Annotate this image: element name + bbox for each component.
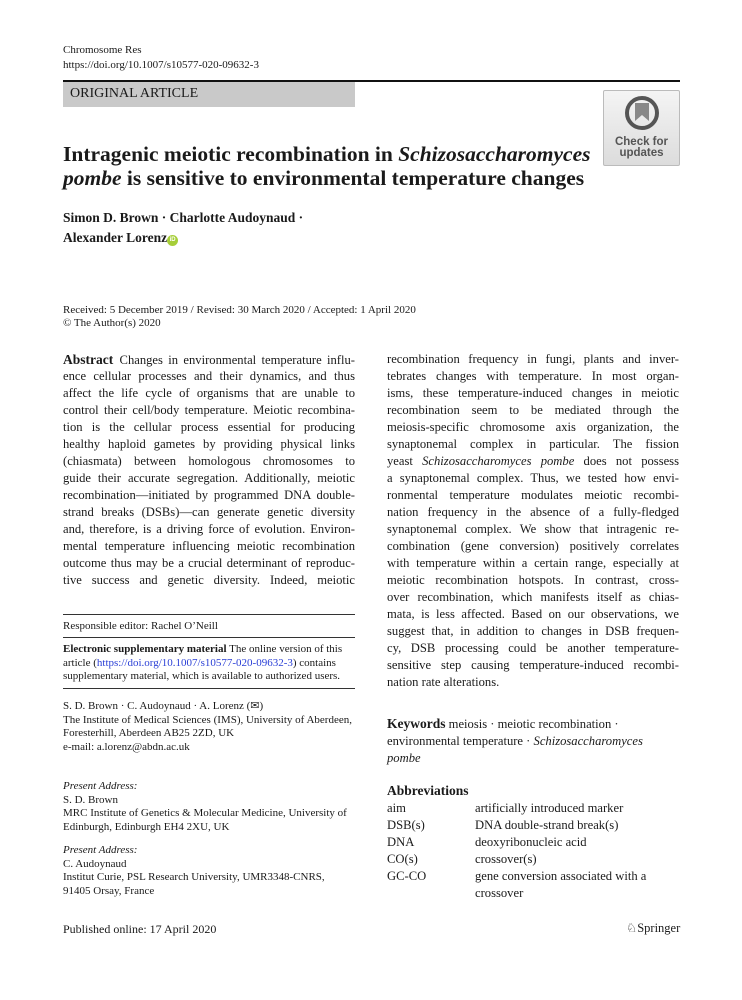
abstract-line: mata, is less affected. Based on our observations, we	[387, 607, 679, 621]
abstract-line: recombination—initiated by programmed DNA double-	[63, 488, 355, 502]
esm-note: Electronic supplementary material The online version of this article (https://doi.org/10.1007/s10577-020-09632-3) contains supplementary material, which is available to authorized users.	[63, 643, 343, 683]
abstract-line: meiotic recombination hotspots. In contrast, cross-	[387, 573, 679, 587]
copyright: © The Author(s) 2020	[63, 317, 161, 329]
abstract-line: healthy haploid gametes by providing physical links	[63, 437, 355, 451]
abstract-line: meiosis-specific chromosome axis organization, the	[387, 420, 679, 434]
abbreviation-row	[387, 817, 682, 834]
article-type: ORIGINAL ARTICLE	[70, 86, 199, 101]
abstract-line: over recombination, which manifests itself as chias-	[387, 590, 679, 604]
orcid-icon[interactable]: iD	[167, 235, 178, 246]
abstract-line: Abstract Changes in environmental temperature influ-	[63, 352, 355, 367]
abstract-line: isms, these temperature-induced changes in meiotic	[387, 386, 679, 400]
abbreviation-row	[387, 800, 682, 817]
abstract-line: ence cellular processes and their dynamics, and thus	[63, 369, 355, 383]
abstract-line: guide their accurate segregation. Additionally, meiotic	[63, 471, 355, 485]
springer-horse-icon: ♘	[626, 921, 638, 935]
email[interactable]: e-mail: a.lorenz@abdn.ac.uk	[63, 740, 190, 753]
esm-link[interactable]: https://doi.org/10.1007/s10577-020-09632-3	[96, 656, 293, 669]
abbreviation-term: DNA	[387, 835, 415, 849]
abstract-line: recombination frequency in fungi, plants and inver-	[387, 352, 679, 366]
abstract-line: and, therefore, is a driving force of evolution. Environ-	[63, 522, 355, 536]
abbreviation-definition: crossover	[475, 886, 524, 900]
abstract-line: nation rate alterations.	[387, 675, 500, 689]
dates-history: Received: 5 December 2019 / Revised: 30 March 2020 / Accepted: 1 April 2020	[63, 304, 416, 316]
abbreviation-row	[387, 868, 682, 885]
abstract-line: combination (gene conversion) positively correlates	[387, 539, 679, 553]
abbreviation-term: DSB(s)	[387, 818, 425, 832]
abbreviation-row	[387, 834, 682, 851]
abbreviation-definition: artificially introduced marker	[475, 801, 624, 815]
abstract-line: cy, DSB processing could be another temperature-	[387, 641, 679, 655]
abbreviation-term: GC-CO	[387, 869, 427, 883]
abbreviation-definition: deoxyribonucleic acid	[475, 835, 587, 849]
abstract-line: tebrates changes with temperature. In most organ-	[387, 369, 679, 383]
present-address-1: Present Address: S. D. Brown MRC Institute of Genetics & Molecular Medicine, University of Edinburgh, Edinburgh EH4 2XU, UK	[63, 780, 347, 833]
abstract-line: nation frequency in the absence of a fully-fledged	[387, 505, 679, 519]
abstract-line: strand breaks (DSBs)—can generate genetic diversity	[63, 505, 355, 519]
abstract-line: tive success and genetic diversity. Indeed, meiotic	[63, 573, 355, 587]
abstract-line: synaptonemal complex. We show that intragenic re-	[387, 522, 679, 536]
badge-line1: Check for	[614, 136, 669, 148]
article-title: Intragenic meiotic recombination in Schizosaccharomyces pombe is sensitive to environmental temperature changes	[63, 142, 591, 190]
abbreviation-definition: gene conversion associated with a	[475, 869, 647, 883]
journal-name: Chromosome Res	[63, 44, 142, 56]
abstract-line: recombination seem to be mediated through the	[387, 403, 679, 417]
abbreviations-title: Abbreviations	[387, 783, 469, 798]
divider	[63, 688, 355, 689]
authors-line2: Alexander Lorenz	[63, 230, 168, 245]
abstract-line: outcome thus may be a crucial determinant of reproduc-	[63, 556, 355, 570]
abstract-line: with temperature within a certain range, especially at	[387, 556, 679, 570]
badge-line2: updates	[619, 147, 664, 159]
divider	[63, 637, 355, 638]
abstract-line: mental temperature influencing meiotic recombination	[63, 539, 355, 553]
divider	[63, 614, 355, 615]
abbreviations	[387, 782, 682, 902]
present-address-2: Present Address: C. Audoynaud Institut Curie, PSL Research University, UMR3348-CNRS, 91405 Orsay, France	[63, 844, 325, 897]
published-online: Published online: 17 April 2020	[63, 922, 217, 936]
abstract-line: (chiasmata) between homologous chromosomes to	[63, 454, 355, 468]
abbreviation-term: aim	[387, 801, 406, 815]
abstract-line: yeast Schizosaccharomyces pombe does not possess	[387, 454, 679, 468]
abstract-line: ronmental temperature modulates meiotic recombi-	[387, 488, 679, 502]
abbreviation-row	[387, 885, 682, 902]
check-for-updates-badge[interactable]	[603, 90, 680, 166]
article-type-bar	[63, 82, 355, 107]
keywords: Keywords meiosis · meiotic recombination · environmental temperature · Schizosaccharomyces pombe	[387, 716, 643, 765]
abbreviation-definition: crossover(s)	[475, 852, 537, 866]
authors	[63, 208, 303, 248]
abbreviation-term	[387, 885, 475, 902]
abbreviation-definition: DNA double-strand break(s)	[475, 818, 619, 832]
bookmark-icon	[625, 94, 659, 132]
abstract-line: tion is the cellular process essential for producing	[63, 420, 355, 434]
springer-logo: ♘Springer	[626, 921, 681, 935]
abbreviation-term: CO(s)	[387, 852, 418, 866]
doi[interactable]: https://doi.org/10.1007/s10577-020-09632-3	[63, 59, 259, 71]
abstract-line: synaptonemal complex in particular. The fission	[387, 437, 679, 451]
affiliation: S. D. Brown · C. Audoynaud · A. Lorenz (✉) The Institute of Medical Sciences (IMS), University of Aberdeen, Foresterhill, Aberdeen AB25 2ZD, UK e-mail: a.lorenz@abdn.ac.uk	[63, 700, 352, 753]
responsible-editor: Responsible editor: Rachel O’Neill	[63, 620, 218, 632]
abstract-line: control their cell/body temperature. Meiotic recombina-	[63, 403, 355, 417]
abstract-line: a synaptonemal complex. Thus, we tested how envi-	[387, 471, 679, 485]
abstract-right	[387, 351, 679, 691]
abstract-line: affect the life cycle of organisms that are unable to	[63, 386, 355, 400]
abstract-label: Abstract	[63, 352, 114, 367]
abbreviation-row	[387, 851, 682, 868]
authors-line1: Simon D. Brown · Charlotte Audoynaud ·	[63, 210, 304, 225]
abstract-line: sensitive step causing temperature-induced recombi-	[387, 658, 679, 672]
abstract-line: suggest that, in addition to changes in DSB frequen-	[387, 624, 679, 638]
abstract-left	[63, 351, 355, 589]
